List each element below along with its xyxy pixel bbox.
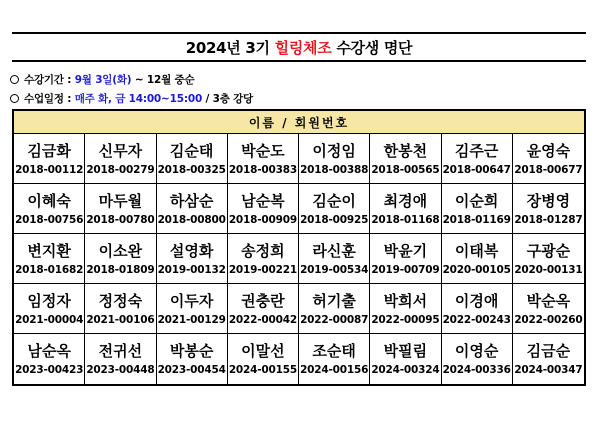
member-cell — [157, 134, 228, 184]
member-name: 윤영숙 — [526, 141, 571, 160]
title-highlight: 힐링체조 — [274, 38, 332, 57]
member-name: 마두월 — [98, 191, 143, 210]
period-rest: ~ 12월 중순 — [131, 74, 195, 86]
member-id: 2018-01287 — [514, 213, 583, 226]
schedule-rest: / 3층 강당 — [202, 93, 253, 105]
member-id: 2023-00454 — [157, 364, 226, 376]
member-cell — [442, 334, 513, 384]
member-id: 2018-00383 — [228, 163, 297, 176]
member-cell — [157, 284, 228, 334]
member-name: 남순복 — [241, 191, 285, 210]
member-name: 이영순 — [454, 342, 499, 360]
member-name: 권충란 — [241, 291, 285, 310]
member-cell — [228, 184, 299, 234]
member-id: 2018-01682 — [15, 263, 84, 276]
info-period — [10, 72, 194, 87]
member-id: 2023-00448 — [86, 364, 155, 376]
roster-grid — [14, 134, 584, 384]
member-id: 2021-00004 — [15, 313, 84, 326]
member-id: 2021-00129 — [157, 313, 226, 326]
member-id: 2020-00105 — [442, 263, 511, 276]
title-prefix: 2024년 3기 — [185, 38, 275, 57]
member-cell — [85, 334, 156, 384]
member-cell — [299, 234, 370, 284]
member-id: 2018-01809 — [86, 263, 155, 276]
member-cell — [157, 334, 228, 384]
member-name: 박봉순 — [169, 342, 214, 360]
schedule-time: 매주 화, 금 14:00~15:00 — [74, 93, 203, 105]
member-cell — [14, 334, 85, 384]
member-cell — [85, 134, 156, 184]
member-cell — [513, 334, 584, 384]
member-name: 하삼순 — [169, 191, 214, 210]
title-suffix: 수강생 명단 — [331, 38, 413, 57]
member-cell — [370, 134, 441, 184]
info-schedule — [10, 91, 253, 106]
member-name: 박필림 — [383, 342, 428, 360]
member-id: 2018-00388 — [300, 163, 369, 176]
member-cell — [228, 134, 299, 184]
member-cell — [370, 284, 441, 334]
member-cell — [513, 134, 584, 184]
member-name: 이순희 — [454, 191, 499, 210]
member-name: 신무자 — [98, 141, 143, 160]
member-cell — [299, 334, 370, 384]
member-cell — [513, 284, 584, 334]
period-label: 수강기간 : — [24, 74, 75, 86]
roster-header: 이름 / 회원번호 — [14, 111, 584, 134]
schedule-label: 수업일정 : — [24, 93, 75, 105]
member-name: 정정숙 — [98, 291, 143, 310]
member-id: 2018-00756 — [15, 213, 84, 226]
member-name: 김금화 — [27, 141, 71, 160]
member-id: 2024-00347 — [514, 364, 583, 376]
member-name: 박순옥 — [526, 291, 571, 310]
member-name: 김주근 — [454, 141, 499, 160]
member-name: 이경애 — [454, 291, 499, 310]
member-cell — [228, 234, 299, 284]
member-name: 송정희 — [241, 241, 285, 260]
roster-table — [12, 109, 586, 386]
member-cell — [228, 284, 299, 334]
member-name: 이태복 — [454, 241, 499, 260]
member-name: 라신훈 — [312, 241, 356, 260]
member-cell — [157, 184, 228, 234]
member-id: 2018-00677 — [514, 163, 583, 176]
member-id: 2018-00925 — [300, 213, 369, 226]
member-name: 한봉천 — [383, 141, 428, 160]
member-id: 2018-01168 — [371, 213, 440, 226]
circle-bullet-icon — [10, 75, 19, 84]
member-name: 최경애 — [383, 191, 428, 210]
member-id: 2024-00156 — [300, 364, 369, 376]
member-name: 박윤기 — [383, 241, 428, 260]
member-id: 2018-00780 — [86, 213, 155, 226]
member-cell — [370, 234, 441, 284]
member-id: 2018-00909 — [228, 213, 297, 226]
member-id: 2022-00095 — [371, 313, 440, 326]
member-cell — [85, 284, 156, 334]
member-id: 2018-00647 — [442, 163, 511, 176]
member-cell — [14, 284, 85, 334]
circle-bullet-icon — [10, 94, 19, 103]
member-cell — [370, 184, 441, 234]
member-id: 2022-00243 — [442, 313, 511, 326]
member-id: 2019-00221 — [228, 263, 297, 276]
member-name: 장병영 — [526, 191, 571, 210]
member-name: 설영화 — [169, 241, 214, 260]
member-cell — [442, 284, 513, 334]
member-name: 이정임 — [312, 141, 356, 160]
member-id: 2019-00132 — [157, 263, 226, 276]
period-date: 9월 3일(화) — [74, 74, 132, 86]
member-cell — [513, 184, 584, 234]
member-cell — [299, 284, 370, 334]
member-cell — [513, 234, 584, 284]
member-name: 구광순 — [526, 241, 571, 260]
member-id: 2024-00336 — [442, 364, 511, 376]
member-id: 2018-00565 — [371, 163, 440, 176]
member-cell — [14, 134, 85, 184]
member-id: 2019-00709 — [371, 263, 440, 276]
member-cell — [442, 184, 513, 234]
member-name: 이말선 — [241, 342, 285, 360]
member-cell — [299, 184, 370, 234]
member-cell — [85, 234, 156, 284]
member-cell — [299, 134, 370, 184]
member-name: 박희서 — [383, 291, 428, 310]
member-cell — [370, 334, 441, 384]
member-id: 2018-00279 — [86, 163, 155, 176]
member-cell — [157, 234, 228, 284]
member-name: 이두자 — [169, 291, 214, 310]
member-id: 2019-00534 — [300, 263, 369, 276]
member-id: 2021-00106 — [86, 313, 155, 326]
member-name: 김순태 — [169, 141, 214, 160]
member-id: 2018-01169 — [442, 213, 511, 226]
member-name: 조순태 — [312, 342, 356, 360]
member-name: 김순이 — [312, 191, 356, 210]
member-id: 2018-00112 — [15, 163, 84, 176]
member-id: 2022-00087 — [300, 313, 369, 326]
member-id: 2018-00325 — [157, 163, 226, 176]
member-name: 이혜숙 — [27, 191, 71, 210]
member-cell — [85, 184, 156, 234]
member-name: 임정자 — [27, 291, 71, 310]
member-id: 2022-00042 — [228, 313, 297, 326]
member-name: 허기출 — [312, 291, 356, 310]
page-title — [12, 32, 586, 62]
member-name: 김금순 — [526, 342, 571, 360]
member-id: 2023-00423 — [15, 364, 84, 376]
member-cell — [14, 234, 85, 284]
member-name: 이소완 — [98, 241, 143, 260]
member-cell — [14, 184, 85, 234]
member-id: 2024-00155 — [228, 364, 297, 376]
member-cell — [442, 234, 513, 284]
member-id: 2020-00131 — [514, 263, 583, 276]
member-cell — [442, 134, 513, 184]
member-name: 변지환 — [27, 241, 71, 260]
member-id: 2024-00324 — [371, 364, 440, 376]
member-id: 2022-00260 — [514, 313, 583, 326]
member-name: 전귀선 — [98, 342, 143, 360]
member-name: 박순도 — [241, 141, 285, 160]
member-name: 남순옥 — [27, 342, 71, 360]
member-id: 2018-00800 — [157, 213, 226, 226]
member-cell — [228, 334, 299, 384]
